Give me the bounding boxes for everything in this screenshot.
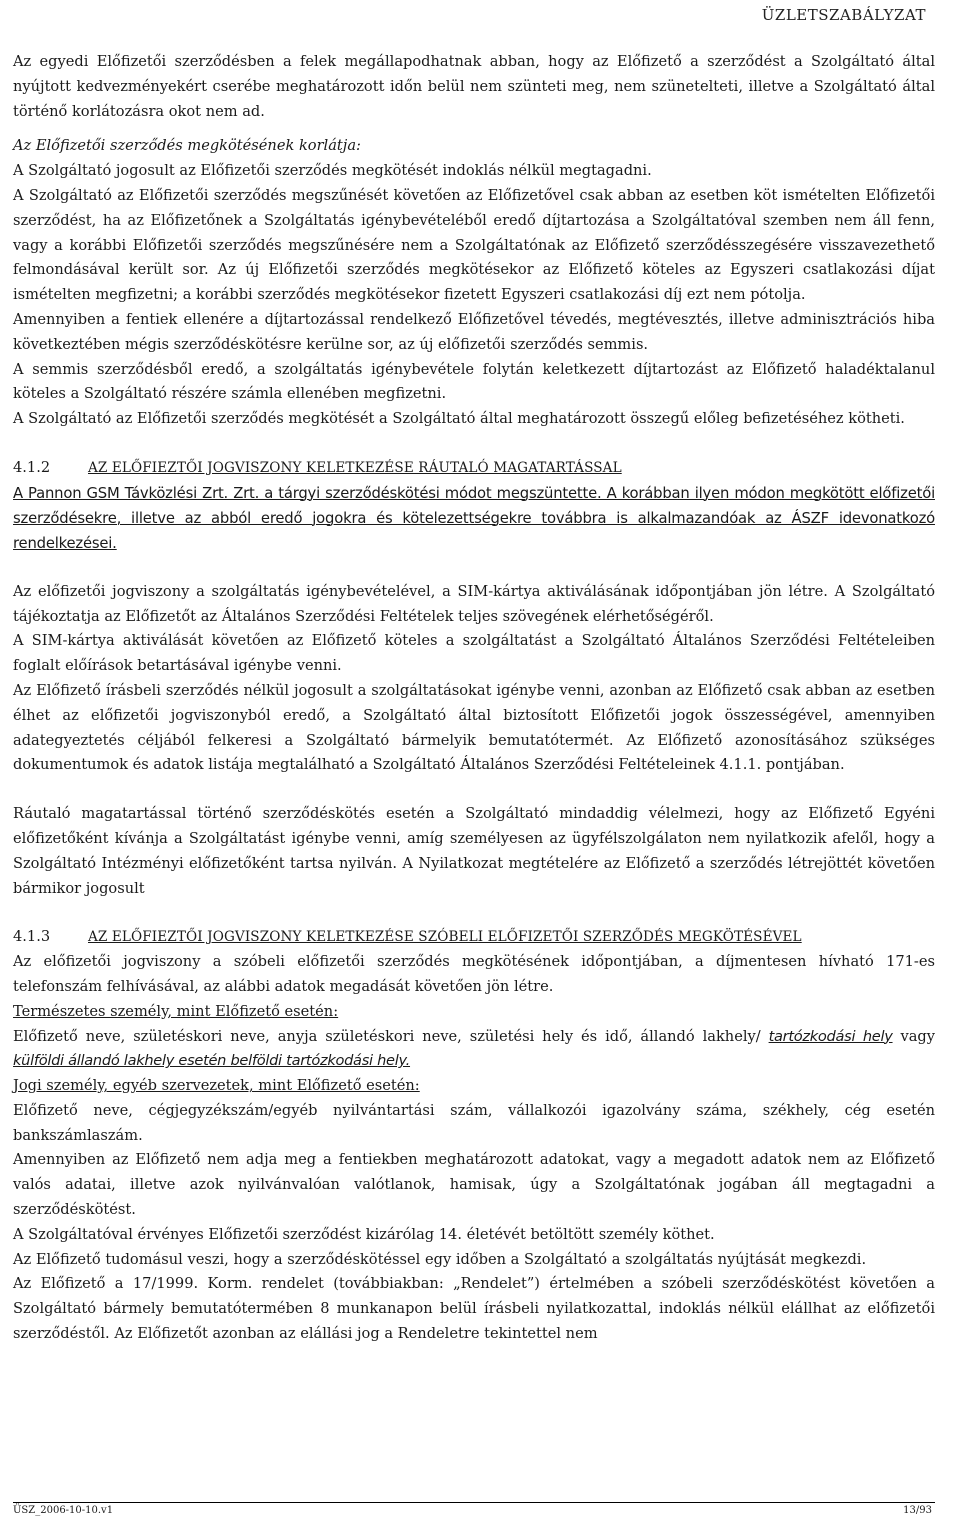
paragraph: A Szolgáltató az Előfizetői szerződés megszűnését követően az Előfizetővel csak abban az esetben köt ismételten Előfizetői szerződést, ha az Előfizetőnek a Szolgáltatás igénybevételéből eredő díjtartozása a Szolgáltatóval szemben nem áll fenn, vagy a korábbi Előfizetői szerződés megszűnésére nem a Szolgáltatónak az Előfizető szerződésszegésére visszavezethető felmondásával került sor. Az új Előfizetői szerződés megkötésekor az Előfizető köteles az Egyszeri csatlakozási díjat ismételten megfizetni; a korábbi szerződés megkötésekor fizetett Egyszeri csatlakozási díj ezt nem pótolja. (13, 186, 935, 304)
document-header: ÜZLETSZABÁLYZAT (761, 6, 926, 24)
section-number: 4.1.3 (13, 928, 51, 946)
document-body (13, 50, 935, 1347)
underlined-subheading: Természetes személy, mint Előfizető esetén: (13, 1002, 339, 1020)
footer-document-id: ÜSZ_2006-10-10.v1 (13, 1505, 114, 1516)
emphasis-run: tartózkodási hely (768, 1027, 893, 1045)
section-heading-4-1-3 (13, 925, 935, 950)
paragraph: Az előfizetői jogviszony a szolgáltatás igénybevételével, a SIM-kártya aktiválásának időpontjában jön létre. A Szolgáltató tájékoztatja az Előfizetőt az Általános Szerződési Feltételek teljes szövegének elérhetőségéről. (13, 582, 935, 625)
paragraph: Az előfizetői jogviszony a szóbeli előfizetői szerződés megkötésének időpontjában, a díjmentesen hívható 171-es telefonszám felhívásával, az alábbi adatok megadását követően jön létre. (13, 953, 935, 995)
paragraph: Amennyiben az Előfizető nem adja meg a fentiekben meghatározott adatokat, vagy a megadott adatok nem az Előfizető valós adatai, illetve azok nyilvánvalóan valótlanok, hamisak, úgy a Szolgáltatónak jogában áll megtagadni a szerződéskötést. (13, 1151, 935, 1219)
paragraph: A semmis szerződésből eredő, a szolgáltatás igénybevétele folytán keletkezett díjtartozást az Előfizető haladéktalanul köteles a Szolgáltató részére számla ellenében megfizetni. (13, 360, 935, 403)
paragraph: Az Előfizető a 17/1999. Korm. rendelet (továbbiakban: „Rendelet”) értelmében a szóbeli szerződéskötést követően a Szolgáltató bármely bemutatótermében 8 munkanapon belül írásbeli nyilatkozattal, indoklás nélkül elállhat az előfizetői szerződéstől. Az Előfizetőt azonban az elállási jog a Rendeletre tekintettel nem (13, 1275, 935, 1343)
paragraph: Az egyedi Előfizetői szerződésben a felek megállapodhatnak abban, hogy az Előfizető a szerződést a Szolgáltató által nyújtott kedvezményekért cserébe meghatározott időn belül nem szünteti meg, nem szünetelteti, illetve a Szolgáltató által történő korlátozásra okot nem ad. (13, 53, 935, 120)
text-run: vagy (892, 1027, 935, 1045)
paragraph: A Szolgáltatóval érvényes Előfizetői szerződést kizárólag 14. életévét betöltött személy köthet. (13, 1225, 715, 1243)
footer-divider (13, 1502, 935, 1503)
paragraph: Az Előfizető írásbeli szerződés nélkül jogosult a szolgáltatásokat igénybe venni, azonban az Előfizető csak abban az esetben élhet az előfizetői jogviszonyból eredő, a Szolgáltató által biztosított Előfizetői jogok összességével, amennyiben adategyeztetés céljából felkeresi a Szolgáltató bármelyik bemutatótermét. Az Előfizető azonosításához szükséges dokumentumok és adatok listája megtalálható a Szolgáltató Általános Szerződési Feltételeinek 4.1.1. pontjában. (13, 681, 935, 774)
paragraph (13, 1025, 935, 1075)
footer-page-number: 13/93 (903, 1505, 932, 1516)
italic-subheading: Az Előfizetői szerződés megkötésének korlátja: (13, 137, 361, 155)
underlined-subheading: Jogi személy, egyéb szervezetek, mint Előfizető esetén: (13, 1077, 420, 1095)
notice-paragraph: A Pannon GSM Távközlési Zrt. Zrt. a tárgyi szerződéskötési módot megszüntette. A korábban ilyen módon megkötött előfizetői szerződésekre, illetve az abból eredő jogokra és kötelezettségekre továbbra is alkalmazandóak az ÁSZF idevonatkozó rendelkezései. (13, 484, 935, 552)
paragraph: Amennyiben a fentiek ellenére a díjtartozással rendelkező Előfizetővel tévedés, megtévesztés, illetve adminisztrációs hiba következtében mégis szerződéskötésre kerülne sor, az új előfizetői szerződés semmis. (13, 310, 935, 353)
paragraph: A Szolgáltató az Előfizetői szerződés megkötését a Szolgáltató által meghatározott összegű előleg befizetéséhez kötheti. (13, 410, 905, 428)
paragraph: Az Előfizető tudomásul veszi, hogy a szerződéskötéssel egy időben a Szolgáltató a szolgáltatás nyújtását megkezdi. (13, 1250, 867, 1268)
paragraph: A SIM-kártya aktiválását követően az Előfizető köteles a szolgáltatást a Szolgáltató Általános Szerződési Feltételeiben foglalt előírások betartásával igénybe venni. (13, 632, 935, 675)
paragraph: Ráutaló magatartással történő szerződéskötés esetén a Szolgáltató mindaddig vélelmezi, hogy az Előfizető Egyéni előfizetőként kívánja a Szolgáltatást igénybe venni, amíg személyesen az ügyfélszolgálaton nem nyilatkozik afelől, hogy a Szolgáltató Intézményi előfizetőként tartsa nyilván. A Nyilatkozat megtételére az Előfizető a szerződés létrejöttét követően bármikor jogosult (13, 805, 935, 897)
emphasis-run: külföldi állandó lakhely esetén belföldi tartózkodási hely. (13, 1052, 411, 1070)
text-run: Előfizető neve, születéskori neve, anyja születéskori neve, születési hely és idő, állandó lakhely/ (13, 1027, 769, 1045)
section-heading-4-1-2 (13, 456, 935, 481)
section-title: AZ ELŐFIEZTŐI JOGVISZONY KELETKEZÉSE SZÓBELI ELŐFIZETŐI SZERZŐDÉS MEGKÖTÉSÉVEL (88, 929, 802, 946)
section-title: AZ ELŐFIEZTŐI JOGVISZONY KELETKEZÉSE RÁUTALÓ MAGATARTÁSSAL (88, 459, 622, 476)
paragraph: Előfizető neve, cégjegyzékszám/egyéb nyilvántartási szám, vállalkozói igazolvány száma, székhely, cég esetén bankszámlaszám. (13, 1101, 935, 1144)
paragraph: A Szolgáltató jogosult az Előfizetői szerződés megkötését indoklás nélkül megtagadni. (13, 162, 652, 180)
section-number: 4.1.2 (13, 458, 51, 476)
